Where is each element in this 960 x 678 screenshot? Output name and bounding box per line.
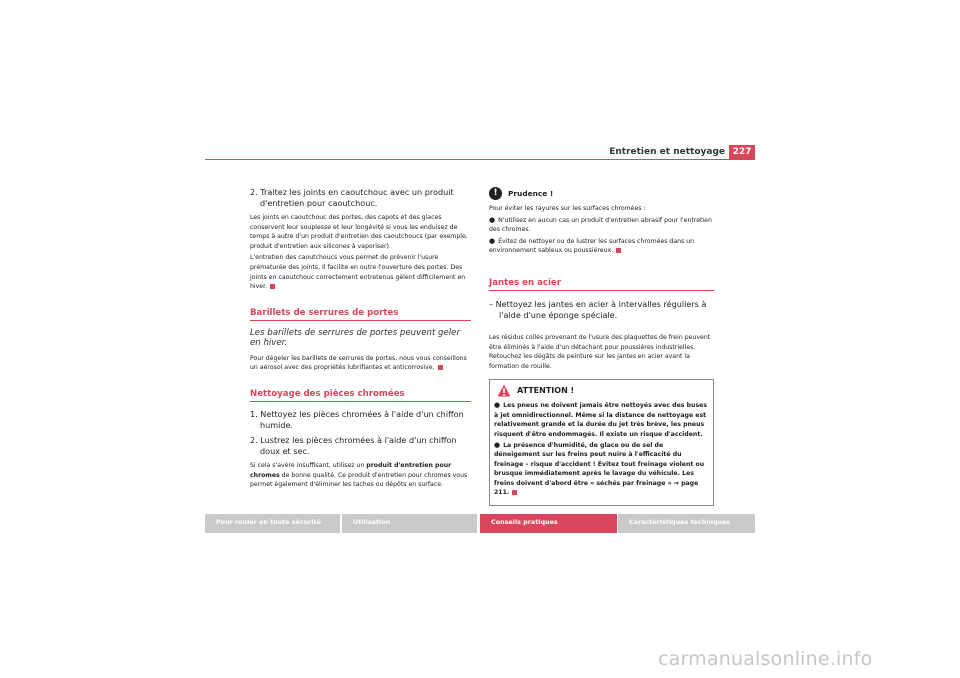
chrome-step-1: 1. Nettoyez les pièces chromées à l'aide d'un chiffon humide. — [250, 408, 464, 430]
section-title-barillets: Barillets de serrures de portes — [250, 308, 471, 321]
warning-triangle-icon — [497, 384, 511, 397]
paragraph-chrome — [250, 461, 471, 490]
section-title-chrome: Nettoyage des pièces chromées — [250, 389, 471, 402]
warning-bullet-1 — [494, 401, 709, 439]
caution-title: Prudence ! — [508, 189, 554, 198]
caution-bullet-1-text: N'utilisez en aucun cas un produit d'entretien abrasif pour l'entretien des chromes. — [489, 216, 712, 234]
chrome-text-a: Si cela s'avère insuffisant, utilisez un — [250, 461, 367, 469]
warning-title: ATTENTION ! — [517, 386, 575, 396]
chrome-text-b: de bonne qualité. Ce produit d'entretien pour chromes vous permet également d'éliminer les taches ou dépôts en surface. — [250, 471, 468, 489]
paragraph-barillets-text: Pour dégeler les barillets de serrures de portes, nous vous conseillons un aérosol avec des propriétés lubrifiantes et anticorrosive. — [250, 354, 467, 372]
nav-tab-securite[interactable]: Pour rouler en toute sécurité — [205, 514, 340, 533]
caution-intro: Pour éviter les rayures sur les surfaces chromées : — [489, 205, 646, 212]
chrome-step-2: 2. Lustrez les pièces chromées à l'aide d'un chiffon doux et sec. — [250, 434, 457, 456]
paragraph-rubber-care — [250, 253, 471, 291]
section-title-jantes: Jantes en acier — [489, 278, 714, 291]
watermark: carmanualsonline.info — [658, 648, 873, 670]
end-mark-icon — [512, 490, 517, 495]
nav-tab-utilisation[interactable]: Utilisation — [342, 514, 477, 533]
caution-bullet-2-text: Évitez de nettoyer ou de lustrer les surfaces chromées dans un environnement sableux ou poussiéreux. — [489, 237, 695, 255]
caution-icon: ! — [489, 187, 502, 200]
paragraph-rubber-care-text: L'entretien des caoutchoucs vous permet de prévenir l'usure prématurée des joints. Il facilite en outre l'ouverture des portes. Des joints en caoutchouc correctement entretenus gèlent difficilement en hiver. — [250, 254, 466, 291]
warning-bullet-1-text: Les pneus ne doivent jamais être nettoyés avec des buses à jet omnidirectionnel. Même si la distance de nettoyage est relativement grande et la durée du jet très brève, les pneus risquent d'être endommagés. Il existe un risque d'accident. — [494, 402, 708, 438]
paragraph-jantes: Les résidus collés provenant de l'usure des plaquettes de frein peuvent être éliminés à l'aide d'un détachant pour poussières industrielles. Retouchez les dégâts de peinture sur les jantes en acier avant la formation de rouille. — [489, 333, 711, 370]
paragraph-rubber-seals: Les joints en caoutchouc des portes, des capots et des glaces conservent leur souplesse et leur longévité si vous les enduisez de temps à autre d'un produit d'entretien des caoutchoucs (par exemple, produit d'entretien aux silicones à vaporiser). — [250, 214, 468, 250]
bullet-icon: ● — [494, 440, 501, 449]
page-number: 227 — [729, 145, 755, 160]
page-header-title: Entretien et nettoyage — [609, 147, 725, 157]
warning-header — [494, 384, 709, 397]
step-2: 2. Traitez les joints en caoutchouc avec un produit d'entretien pour caoutchouc. — [250, 187, 454, 208]
chrome-text-bold: produit d'entretien pour chromes — [250, 461, 452, 479]
bullet-icon: ● — [489, 215, 496, 224]
warning-box — [489, 379, 714, 506]
nav-tab-caracteristiques[interactable]: Caractéristiques techniques — [618, 514, 755, 533]
right-column — [489, 187, 714, 506]
jantes-step: – Nettoyez les jantes en acier à intervalles réguliers à l'aide d'une éponge spéciale. — [489, 298, 707, 320]
caution-header — [489, 187, 714, 200]
end-mark-icon — [438, 365, 443, 370]
warning-bullet-2 — [494, 441, 709, 497]
section-subtitle-barillets: Les barillets de serrures de portes peuvent geler en hiver. — [250, 327, 460, 348]
left-column — [250, 187, 471, 492]
paragraph-barillets — [250, 354, 471, 373]
caution-bullet-1 — [489, 216, 714, 235]
end-mark-icon — [616, 248, 621, 253]
bullet-icon: ● — [494, 401, 501, 410]
bullet-icon: ● — [489, 236, 496, 245]
header-rule — [205, 159, 755, 160]
warning-bullet-2-text: La présence d'humidité, de glace ou de sel de déneigement sur les freins peut nuire à l'efficacité du freinage – risque d'accident ! Évitez tout freinage violent ou brusque immédiatement après le lavage du véhicule. Les freins doivent d'abord être « séchés par freinage » ⇒ page 211. — [494, 441, 705, 496]
nav-tab-conseils[interactable]: Conseils pratiques — [480, 514, 617, 533]
end-mark-icon — [270, 284, 275, 289]
caution-bullet-2 — [489, 237, 714, 256]
